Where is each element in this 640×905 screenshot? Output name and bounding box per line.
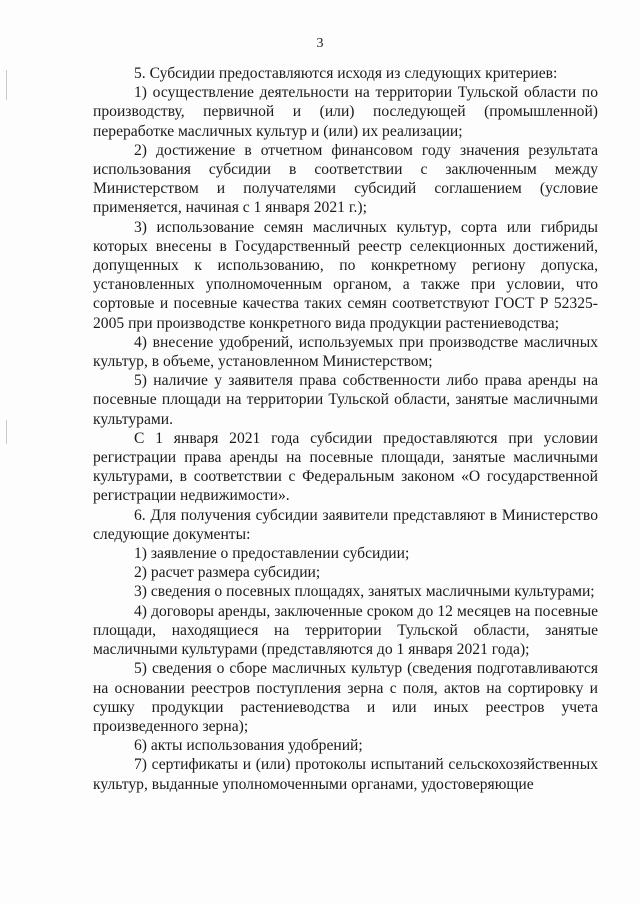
paragraph-document-4: 4) договоры аренды, заключенные сроком до 12 месяцев на посевные площади, находящиеся на территории Тульской области, занятые масличными культурами (представляются до 1 января 2021 года); <box>93 602 598 659</box>
paragraph-criterion-1: 1) осуществление деятельности на территории Тульской области по производству, первичной и (или) последующей (промышленной) переработке масличных культур и (или) их реализации; <box>93 84 598 140</box>
scan-edge-mark <box>6 70 7 100</box>
paragraph-document-3: 3) сведения о посевных площадях, занятых масличными культурами; <box>134 583 595 601</box>
paragraph-document-6: 6) акты использования удобрений; <box>134 737 363 755</box>
document-body <box>93 64 598 794</box>
paragraph-criterion-5: 5) наличие у заявителя права собственности либо права аренды на посевные площади на территории Тульской области, занятые масличными культурами. <box>93 372 598 428</box>
paragraph-criterion-2: 2) достижение в отчетном финансовом году значения результата использования субсидии в соответствии с заключенным между Министерством и получателями субсидий соглашением (условие применяется, начиная с 1 января 2021 г.); <box>93 141 598 217</box>
page-number: 3 <box>316 36 324 51</box>
paragraph-document-1: 1) заявление о предоставлении субсидии; <box>134 545 410 563</box>
scan-edge-mark <box>6 420 7 444</box>
paragraph-document-2: 2) расчет размера субсидии; <box>134 564 321 582</box>
paragraph-registration-note: С 1 января 2021 года субсидии предоставляются при условии регистрации права аренды на посевные площади, занятые масличными культурами, в соответствии с Федеральным законом «О государственной регистрации недвижимости». <box>93 429 598 505</box>
paragraph-criterion-4: 4) внесение удобрений, используемых при производстве масличных культур, в объеме, установленном Министерством; <box>93 333 598 371</box>
paragraph-document-5: 5) сведения о сборе масличных культур (сведения подготавливаются на основании реестров поступления зерна с поля, актов на сортировку и сушку продукции растениеводства и или иных реестров учета произведенного зерна); <box>93 660 598 735</box>
paragraph-criteria-heading: 5. Субсидии предоставляются исходя из следующих критериев: <box>134 65 558 82</box>
paragraph-document-7: 7) сертификаты и (или) протоколы испытаний сельскохозяйственных культур, выданные уполномоченными органами, удостоверяющие <box>93 756 598 793</box>
paragraph-documents-heading: 6. Для получения субсидии заявители представляют в Министерство следующие документы: <box>93 506 598 543</box>
paragraph-criterion-3: 3) использование семян масличных культур, сорта или гибриды которых внесены в Государственный реестр селекционных достижений, допущенных к использованию, по конкретному региону допуска, установленных уполномоченным органом, а также при условии, что сортовые и посевные качества таких семян соответствуют ГОСТ Р 52325-2005 при производстве конкретного вида продукции растениеводства; <box>93 218 598 332</box>
